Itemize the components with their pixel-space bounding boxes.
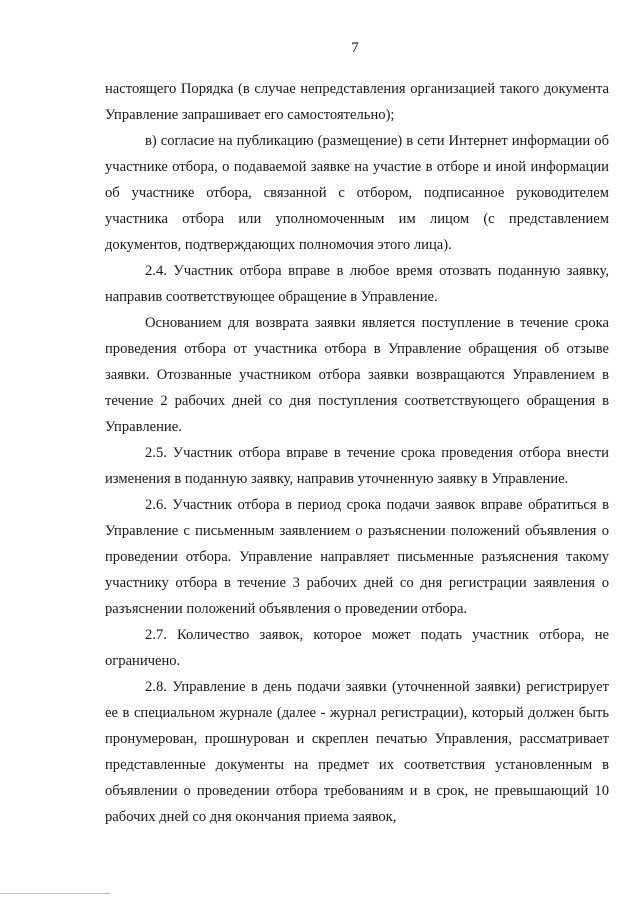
paragraph-continuation: настоящего Порядка (в случае непредставления организацией такого документа Управление запрашивает его самостоятельно);: [105, 81, 609, 123]
paragraph-item-v: в) согласие на публикацию (размещение) в сети Интернет информации об участнике отбора, о подаваемой заявке на участие в отборе и иной информации об участнике отбора, связанной с отбором, подписанное руководителем участника отбора или уполномоченным им лицом (с представлением документов, подтверждающих полномочия этого лица).: [105, 133, 609, 253]
paragraph-2-5: 2.5. Участник отбора вправе в течение срока проведения отбора внести изменения в поданную заявку, направив уточненную заявку в Управление.: [105, 445, 609, 487]
paragraph-2-7: 2.7. Количество заявок, которое может подать участник отбора, не ограничено.: [105, 627, 609, 669]
paragraph-return-basis: Основанием для возврата заявки является поступление в течение срока проведения отбора от участника отбора в Управление обращения об отзыве заявки. Отозванные участником отбора заявки возвращаются Управлением в течение 2 рабочих дней со дня поступления соответствующего обращения в Управление.: [105, 315, 609, 435]
paragraph-2-8: 2.8. Управление в день подачи заявки (уточненной заявки) регистрирует ее в специальном журнале (далее - журнал регистрации), который должен быть пронумерован, прошнурован и скреплен печатью Управления, рассматривает представленные документы на предмет их соответствия установленным в объявлении о проведении отбора требованиям и в срок, не превышающий 10 рабочих дней со дня окончания приема заявок,: [105, 679, 609, 825]
paragraph-2-6: 2.6. Участник отбора в период срока подачи заявок вправе обратиться в Управление с письменным заявлением о разъяснении положений объявления о проведении отбора. Управление направляет письменные разъяснения такому участнику отбора в течение 3 рабочих дней со дня регистрации заявления о разъяснении положений объявления о проведении отбора.: [105, 497, 609, 617]
page-bottom-rule: [0, 893, 110, 894]
document-body: [105, 76, 609, 830]
paragraph-2-4: 2.4. Участник отбора вправе в любое время отозвать поданную заявку, направив соответствующее обращение в Управление.: [105, 263, 609, 305]
page-number: 7: [351, 40, 359, 56]
